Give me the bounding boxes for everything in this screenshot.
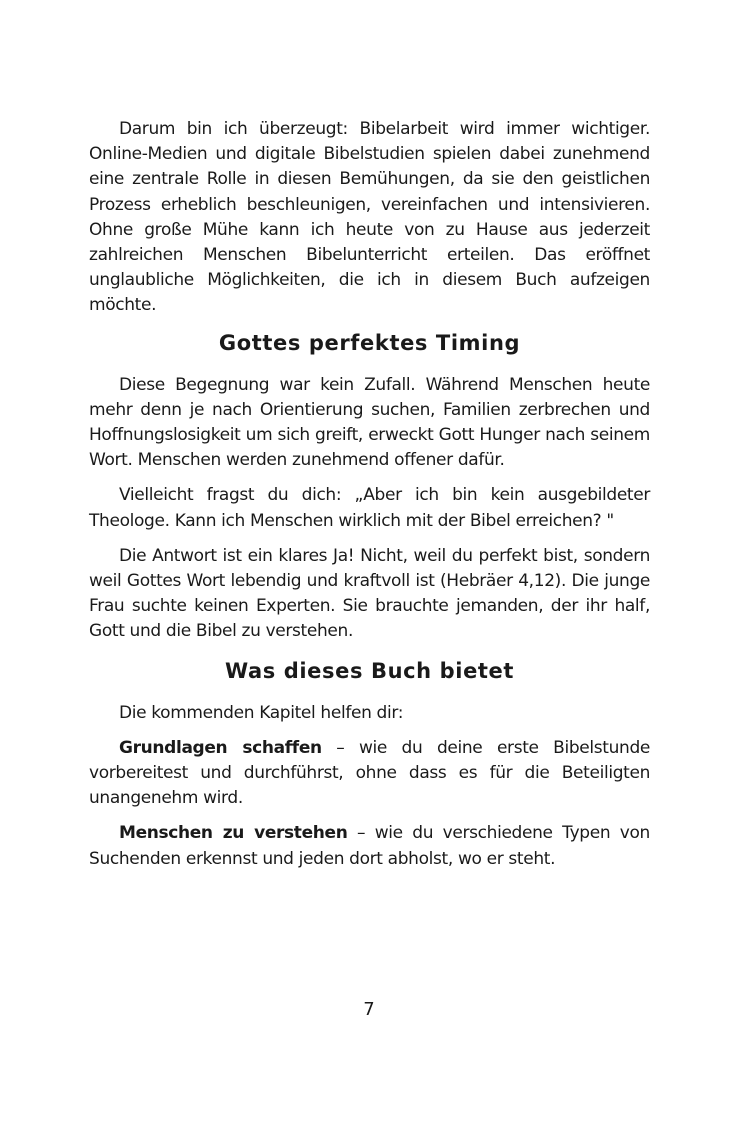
text-column — [89, 117, 650, 872]
body-paragraph: Vielleicht fragst du dich: „Aber ich bin kein ausgebildeter Theologe. Kann ich Menschen wirklich mit der Bibel erreichen? " — [89, 485, 650, 531]
body-paragraph: Diese Begegnung war kein Zufall. Während Menschen heute mehr denn je nach Orientierung suchen, Familien zerbrechen und Hoffnungslosigkeit um sich greift, erweckt Gott Hunger nach seinem Wort. Menschen werden zunehmend offener dafür. — [89, 374, 650, 471]
item-lead: Grundlagen schaffen — [119, 737, 322, 758]
section-heading: Was dieses Buch bietet — [224, 658, 515, 683]
body-paragraph: Die kommenden Kapitel helfen dir: — [119, 702, 404, 723]
body-paragraph: Darum bin ich überzeugt: Bibelarbeit wird immer wichtiger. Online-Medien und digitale Bibelstudien spielen dabei zunehmend eine zentrale Rolle in diesen Bemühungen, da sie den geistlichen Prozess erheblich beschleunigen, vereinfachen und intensivieren. Ohne große Mühe kann ich heute von zu Hause aus jederzeit zahlreichen Menschen Bibelunterricht erteilen. Das eröffnet unglaubliche Möglichkeiten, die ich in diesem Buch aufzeigen möchte. — [89, 119, 650, 316]
list-item — [89, 821, 650, 871]
section-heading: Gottes perfektes Timing — [218, 330, 521, 355]
item-text: – wie du deine erste Bibelstunde vorbereitest und durchführst, ohne dass es für die Beteiligten unangenehm wird. — [89, 737, 650, 809]
item-lead: Menschen zu verstehen — [119, 823, 348, 844]
body-paragraph: Die Antwort ist ein klares Ja! Nicht, weil du perfekt bist, sondern weil Gottes Wort lebendig und kraftvoll ist (Hebräer 4,12). Die junge Frau suchte keinen Experten. Sie brauchte jemanden, der ihr half, Gott und die Bibel zu verstehen. — [89, 545, 650, 642]
item-text: – wie du verschiedene Typen von Suchenden erkennst und jeden dort abholst, wo er steht. — [89, 823, 650, 869]
page-number: 7 — [363, 999, 375, 1020]
list-item — [89, 736, 650, 812]
